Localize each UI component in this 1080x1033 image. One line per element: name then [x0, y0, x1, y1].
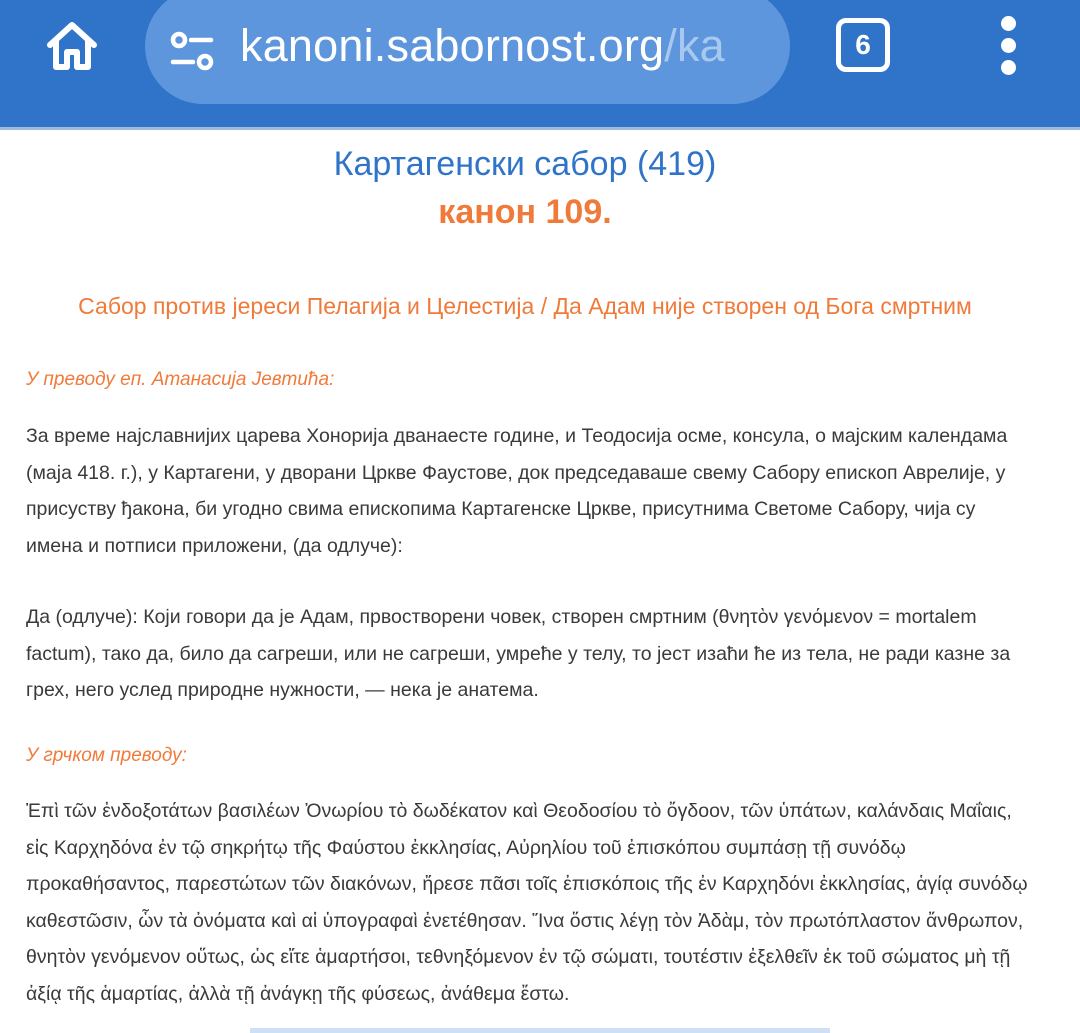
canon-subtitle: Сабор против јереси Пелагија и Целестија / Да Адам није створен од Бога смртним	[78, 293, 972, 319]
section-heading-greek: У грчком преводу:	[26, 745, 187, 766]
url-domain: kanoni.sabornost.org	[240, 20, 665, 71]
address-bar[interactable]	[145, 0, 790, 104]
home-icon	[45, 19, 99, 73]
tab-count: 6	[855, 29, 871, 60]
paragraph-greek: Ἐπὶ τῶν ἐνδοξοτάτων βασιλέων Ὀνωρίου τὸ δωδέκατον καὶ Θεοδοσίου τὸ ὄγδοον, τῶν ὑπάτων, καλάνδαις Μαΐαις, εἰς Καρχηδόνα ἐν τῷ σηκρήτῳ τῆς Φαύστου ἐκκλησίας, Αὐρηλίου τοῦ ἐπισκόπου συμπάσῃ τῇ συνόδῳ προκαθήσαντος, παρεστώτων τῶν διακόνων, ἤρεσε πᾶσι τοῖς ἐπισκόποις τῆς ἐν Καρχηδόνι ἐκκλησίας, ἁγίᾳ συνόδῳ καθεστῶσιν, ὧν τὰ ὀνόματα καὶ αἱ ὑπογραφαὶ ἐνετέθησαν. Ἵνα ὅστις λέγῃ τὸν Ἀδὰμ, τὸν πρωτόπλαστον ἄνθρωπον, θνητὸν γενόμενον οὕτως, ὡς εἴτε ἁμαρτήσοι, τεθνηξόμενον ἐν τῷ σώματι, τουτέστιν ἐξελθεῖν ἐκ τοῦ σώματος μὴ τῇ ἀξίᾳ τῆς ἁμαρτίας, ἀλλὰ τῇ ἀνάγκῃ τῆς φύσεως, ἀνάθεμα ἔστω.	[26, 800, 1028, 1005]
site-settings-icon[interactable]	[165, 24, 221, 80]
council-title: Картагенски сабор (419)	[333, 145, 717, 183]
tabs-button[interactable]	[836, 18, 890, 72]
url-text[interactable]	[240, 20, 725, 72]
url-path: /ka	[664, 20, 725, 71]
browser-toolbar	[0, 0, 1080, 130]
scroll-indicator	[250, 1028, 830, 1033]
menu-icon[interactable]	[994, 16, 1024, 76]
canon-title: канон 109.	[438, 193, 612, 231]
section-heading-serbian: У преводу еп. Атанасија Јевтића:	[26, 369, 335, 390]
paragraph-intro: За време најславнијих царева Хонорија дванаесте године, и Теодосија осме, консула, о мајским календама (маја 418. г.), у Картагени, у дворани Цркве Фаустове, док председаваше свему Сабору епископ Аврелије, у присуству ђакона, би угодно свима епископима Картагенске Цркве, присутнима Светоме Сабору, чија су имена и потписи приложени, (да одлуче):	[26, 425, 1008, 557]
paragraph-canon: Да (одлуче): Који говори да је Адам, првостворени човек, створен смртним (θνητὸν γενόμενον = mortalem factum), тако да, било да сагреши, или не сагреши, умреће у телу, то јест изаћи ће из тела, не ради казне за грех, него услед природне нужности, — нека је анатема.	[26, 606, 1011, 701]
home-button[interactable]	[40, 14, 104, 78]
